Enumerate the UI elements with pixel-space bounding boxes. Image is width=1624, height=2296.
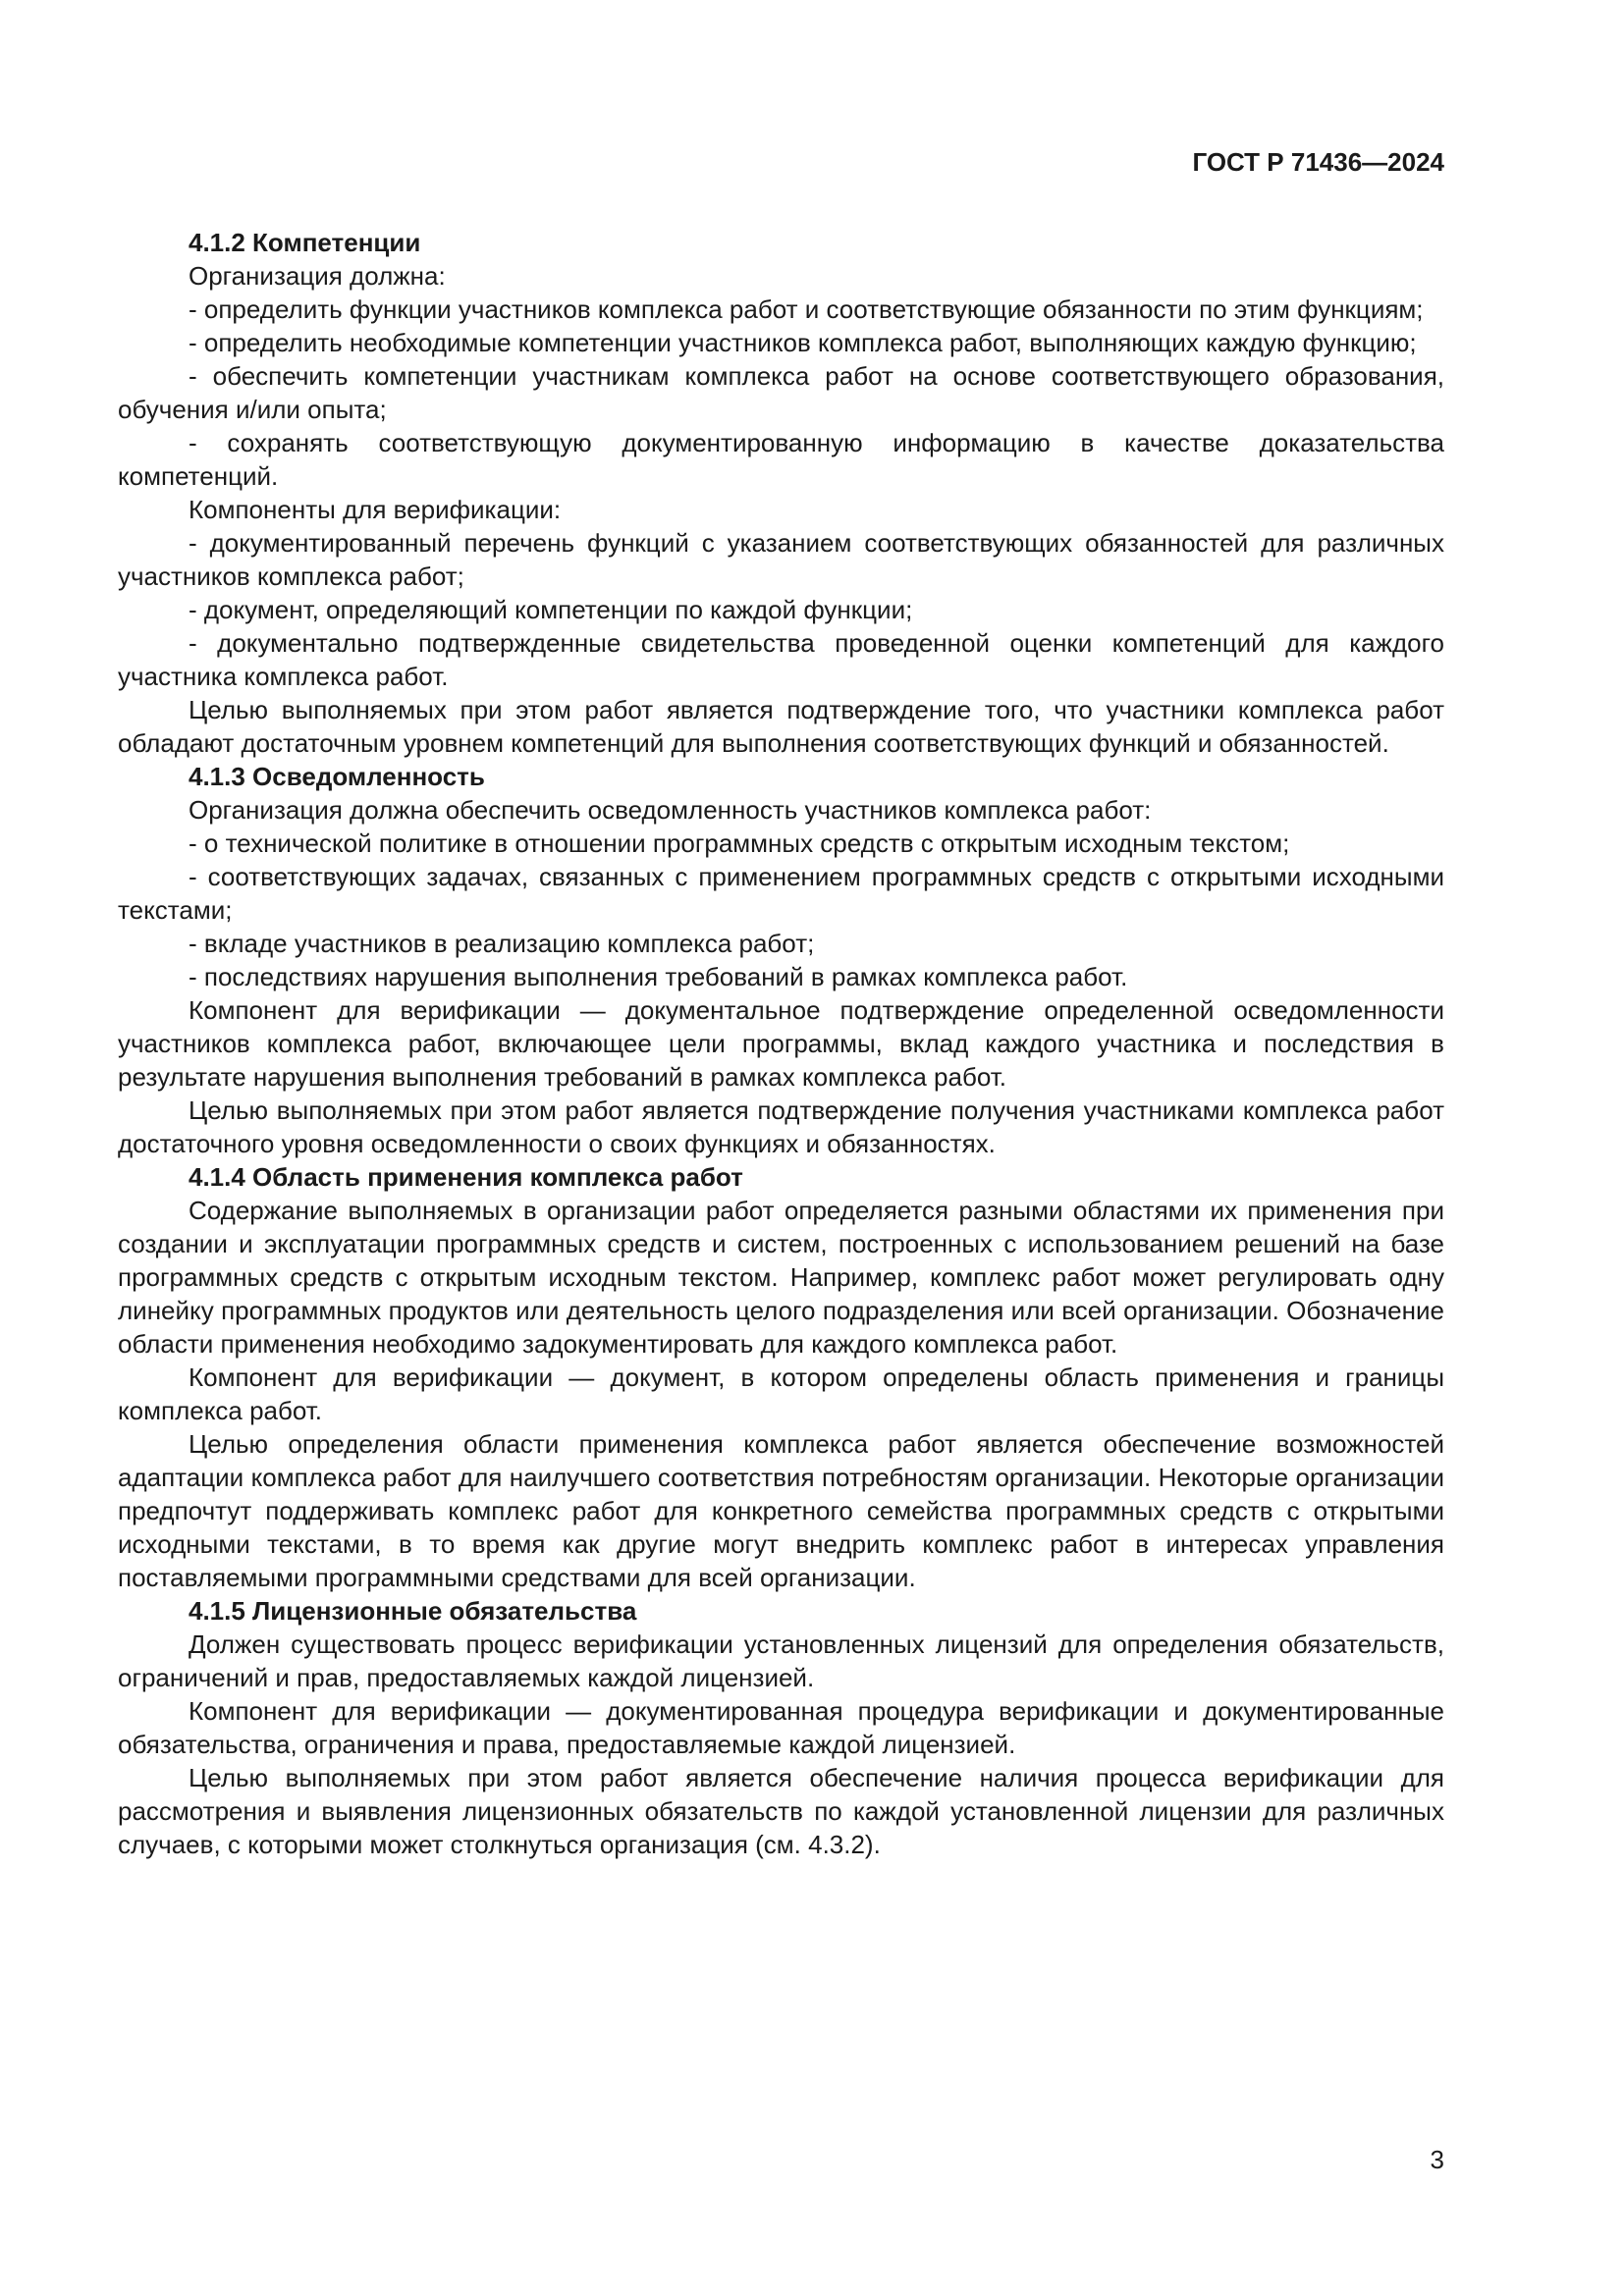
section-heading: 4.1.3 Осведомленность	[189, 762, 485, 791]
page-number: 3	[1430, 2145, 1444, 2174]
document-body	[118, 226, 1444, 1861]
paragraph: Целью выполняемых при этом работ является подтверждение того, что участники комплекса работ обладают достаточным уровнем компетенций для выполнения соответствующих функций и обязанностей.	[118, 695, 1444, 758]
list-item: - определить функции участников комплекса работ и соответствующие обязанности по этим функциям;	[189, 294, 1424, 324]
list-item: - соответствующих задачах, связанных с применением программных средств с открытыми исходными текстами;	[118, 862, 1444, 925]
list-item: - вкладе участников в реализацию комплекса работ;	[189, 929, 815, 958]
list-item: - сохранять соответствующую документированную информацию в качестве доказательства компетенций.	[118, 428, 1444, 491]
paragraph: Целью определения области применения комплекса работ является обеспечение возможностей адаптации комплекса работ для наилучшего соответствия потребностям организации. Некоторые организации предпочтут поддерживать комплекс работ для конкретного семейства программных средств с открытыми исходными текстами, в то время как другие могут внедрить комплекс работ в интересах управления поставляемыми программными средствами для всей организации.	[118, 1429, 1444, 1592]
list-item: - документально подтвержденные свидетельства проведенной оценки компетенций для каждого участника комплекса работ.	[118, 628, 1444, 691]
paragraph: Содержание выполняемых в организации работ определяется разными областями их применения при создании и эксплуатации программных средств и систем, построенных с использованием решений на базе программных средств с открытым исходным текстом. Например, комплекс работ может регулировать одну линейку программных продуктов или деятельность целого подразделения или всей организации. Обозначение области применения необходимо задокументировать для каждого комплекса работ.	[118, 1196, 1444, 1359]
list-item: - определить необходимые компетенции участников комплекса работ, выполняющих каждую функцию;	[189, 328, 1417, 357]
list-item: - обеспечить компетенции участникам комплекса работ на основе соответствующего образования, обучения и/или опыта;	[118, 361, 1444, 424]
section-heading: 4.1.5 Лицензионные обязательства	[189, 1596, 637, 1626]
list-item: - о технической политике в отношении программных средств с открытым исходным текстом;	[189, 828, 1290, 858]
section-heading: 4.1.2 Компетенции	[189, 228, 421, 257]
paragraph: Компонент для верификации — документ, в котором определены область применения и границы комплекса работ.	[118, 1362, 1444, 1425]
paragraph: Целью выполняемых при этом работ является обеспечение наличия процесса верификации для рассмотрения и выявления лицензионных обязательств по каждой установленной лицензии для различных случаев, с которыми может столкнуться организация (см. 4.3.2).	[118, 1763, 1444, 1859]
list-item: - документированный перечень функций с указанием соответствующих обязанностей для различных участников комплекса работ;	[118, 528, 1444, 591]
paragraph: Организация должна обеспечить осведомленность участников комплекса работ:	[189, 795, 1152, 825]
paragraph: Целью выполняемых при этом работ является подтверждение получения участниками комплекса работ достаточного уровня осведомленности о своих функциях и обязанностях.	[118, 1095, 1444, 1158]
paragraph: Должен существовать процесс верификации установленных лицензий для определения обязательств, ограничений и прав, предоставляемых каждой лицензией.	[118, 1629, 1444, 1692]
paragraph: Компоненты для верификации:	[189, 495, 562, 524]
paragraph: Компонент для верификации — документальное подтверждение определенной осведомленности участников комплекса работ, включающее цели программы, вклад каждого участника и последствия в результате нарушения выполнения требований в рамках комплекса работ.	[118, 995, 1444, 1092]
document-header-id: ГОСТ Р 71436—2024	[1192, 147, 1444, 177]
list-item: - документ, определяющий компетенции по каждой функции;	[189, 595, 913, 624]
section-heading: 4.1.4 Область применения комплекса работ	[189, 1162, 743, 1192]
paragraph: Организация должна:	[189, 261, 446, 291]
list-item: - последствиях нарушения выполнения требований в рамках комплекса работ.	[189, 962, 1128, 991]
paragraph: Компонент для верификации — документированная процедура верификации и документированные обязательства, ограничения и права, предоставляемые каждой лицензией.	[118, 1696, 1444, 1759]
